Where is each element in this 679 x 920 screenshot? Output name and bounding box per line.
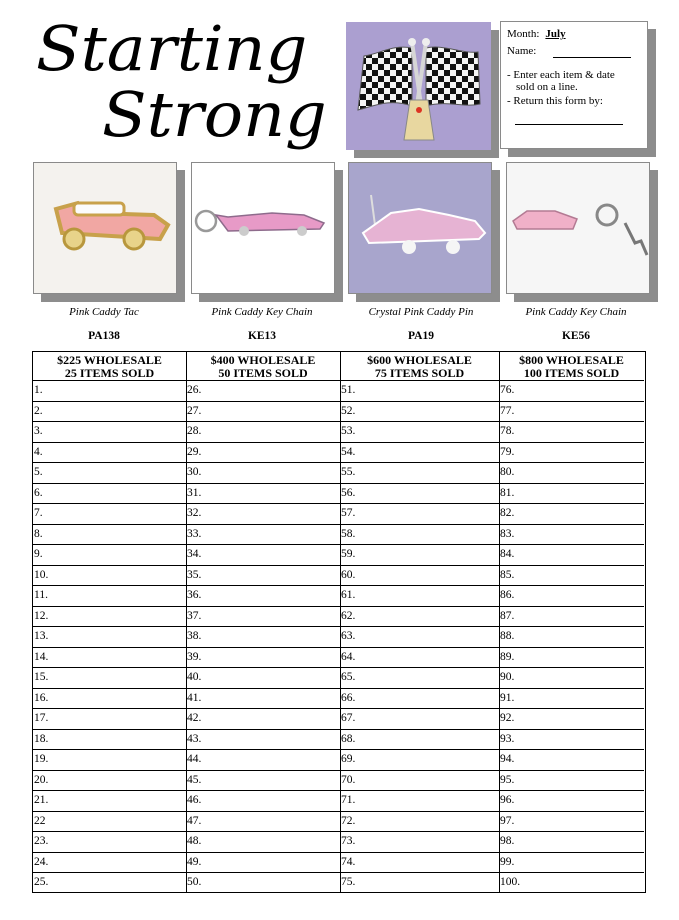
line-number: 92. — [500, 712, 515, 725]
line-number: 85. — [500, 568, 515, 581]
product-code-3: PA19 — [408, 330, 434, 342]
entry-line[interactable] — [186, 627, 340, 648]
entry-line[interactable] — [33, 402, 186, 423]
product-code-4: KE56 — [561, 330, 591, 342]
line-number: 69. — [341, 753, 356, 766]
product-code-1: PA138 — [88, 330, 120, 342]
title-line-2: Strong — [102, 78, 327, 151]
line-number: 32. — [187, 507, 202, 520]
entry-line[interactable] — [33, 504, 186, 525]
entry-line[interactable] — [33, 381, 186, 402]
line-number: 13. — [34, 630, 49, 643]
pink-car-keychain-2-icon — [507, 163, 649, 293]
line-number: 30. — [187, 466, 202, 479]
line-number: 31. — [187, 486, 202, 499]
product-name-4: Pink Caddy Key Chain — [525, 306, 627, 318]
entry-line[interactable] — [499, 381, 644, 402]
page-title — [36, 12, 336, 152]
line-number: 91. — [500, 691, 515, 704]
line-number: 71. — [341, 794, 356, 807]
line-number: 63. — [341, 630, 356, 643]
entry-line[interactable] — [186, 484, 340, 505]
line-number: 68. — [341, 732, 356, 745]
line-number: 38. — [187, 630, 202, 643]
crystal-car-pin-icon — [349, 163, 491, 293]
sales-log-table — [32, 351, 646, 893]
line-number: 52. — [341, 404, 356, 417]
entry-line[interactable] — [33, 586, 186, 607]
line-number: 96. — [500, 794, 515, 807]
entry-line[interactable] — [33, 463, 186, 484]
line-number: 21. — [34, 794, 49, 807]
entry-line[interactable] — [33, 566, 186, 587]
line-number: 3. — [34, 425, 43, 438]
line-number: 80. — [500, 466, 515, 479]
entry-line[interactable] — [340, 463, 499, 484]
entry-line[interactable] — [33, 709, 186, 730]
line-number: 61. — [341, 589, 356, 602]
line-number: 46. — [187, 794, 202, 807]
line-number: 77. — [500, 404, 515, 417]
entry-line[interactable] — [33, 791, 186, 812]
entry-line[interactable] — [186, 422, 340, 443]
line-number: 29. — [187, 445, 202, 458]
entry-line[interactable] — [186, 689, 340, 710]
entry-line[interactable] — [186, 463, 340, 484]
line-number: 97. — [500, 814, 515, 827]
entry-line[interactable] — [33, 730, 186, 751]
tier-price: $400 WHOLESALE — [210, 353, 316, 367]
tier-price: $225 WHOLESALE — [57, 353, 162, 367]
line-number: 67. — [341, 712, 356, 725]
entry-line[interactable] — [186, 504, 340, 525]
entry-line[interactable] — [33, 525, 186, 546]
entry-line[interactable] — [340, 566, 499, 587]
entry-line[interactable] — [33, 668, 186, 689]
entry-line[interactable] — [499, 873, 644, 894]
line-number: 39. — [187, 650, 202, 663]
entry-line[interactable] — [186, 443, 340, 464]
product-name-3: Crystal Pink Caddy Pin — [368, 306, 474, 318]
entry-line[interactable] — [340, 627, 499, 648]
entry-line[interactable] — [499, 648, 644, 669]
line-number: 7. — [34, 507, 43, 520]
entry-line[interactable] — [499, 709, 644, 730]
line-number: 36. — [187, 589, 202, 602]
column-divider — [499, 352, 500, 892]
entry-line[interactable] — [33, 443, 186, 464]
line-number: 81. — [500, 486, 515, 499]
line-number: 11. — [34, 589, 48, 602]
line-number: 89. — [500, 650, 515, 663]
entry-line[interactable] — [186, 853, 340, 874]
product-name-1: Pink Caddy Tac — [69, 306, 139, 318]
product-name-2: Pink Caddy Key Chain — [211, 306, 313, 318]
entry-line[interactable] — [340, 689, 499, 710]
line-number: 37. — [187, 609, 202, 622]
tier-header — [186, 352, 340, 381]
line-number: 98. — [500, 835, 515, 848]
line-number: 40. — [187, 671, 202, 684]
entry-line[interactable] — [499, 791, 644, 812]
line-number: 20. — [34, 773, 49, 786]
line-number: 25. — [34, 876, 49, 889]
entry-line[interactable] — [33, 812, 186, 833]
entry-line[interactable] — [186, 668, 340, 689]
line-number: 2. — [34, 404, 43, 417]
line-number: 49. — [187, 855, 202, 868]
line-number: 82. — [500, 507, 515, 520]
order-info-box — [500, 21, 648, 149]
entry-line[interactable] — [499, 832, 644, 853]
entry-line[interactable] — [33, 627, 186, 648]
tier-header — [340, 352, 499, 381]
line-number: 35. — [187, 568, 202, 581]
entry-line[interactable] — [186, 402, 340, 423]
entry-line[interactable] — [340, 504, 499, 525]
entry-line[interactable] — [33, 832, 186, 853]
entry-line[interactable] — [33, 422, 186, 443]
entry-line[interactable] — [340, 873, 499, 894]
entry-line[interactable] — [186, 750, 340, 771]
entry-line[interactable] — [33, 545, 186, 566]
entry-line[interactable] — [499, 402, 644, 423]
line-number: 75. — [341, 876, 356, 889]
entry-line[interactable] — [186, 771, 340, 792]
line-number: 70. — [341, 773, 356, 786]
line-number: 41. — [187, 691, 202, 704]
entry-line[interactable] — [33, 750, 186, 771]
instruction-return: - Return this form by: — [507, 95, 603, 107]
title-line-1: Starting — [36, 12, 308, 85]
line-number: 50. — [187, 876, 202, 889]
entry-line[interactable] — [186, 525, 340, 546]
tier-header — [33, 352, 186, 381]
product-image-ke13 — [191, 162, 335, 294]
entry-line[interactable] — [340, 709, 499, 730]
month-label: Month: — [507, 28, 540, 40]
entry-line[interactable] — [340, 484, 499, 505]
line-number: 48. — [187, 835, 202, 848]
entry-line[interactable] — [499, 853, 644, 874]
line-number: 1. — [34, 384, 43, 396]
entry-line[interactable] — [340, 812, 499, 833]
entry-line[interactable] — [186, 730, 340, 751]
line-number: 86. — [500, 589, 515, 602]
entry-line[interactable] — [499, 443, 644, 464]
tier-header — [499, 352, 644, 381]
line-number: 6. — [34, 486, 43, 499]
entry-line[interactable] — [33, 484, 186, 505]
line-number: 59. — [341, 548, 356, 561]
pink-car-keychain-icon — [192, 163, 334, 293]
entry-line[interactable] — [33, 648, 186, 669]
line-number: 54. — [341, 445, 356, 458]
line-number: 12. — [34, 609, 49, 622]
line-number: 83. — [500, 527, 515, 540]
entry-line[interactable] — [340, 648, 499, 669]
entry-line[interactable] — [340, 422, 499, 443]
product-image-ke56 — [506, 162, 650, 294]
line-number: 4. — [34, 445, 43, 458]
line-number: 93. — [500, 732, 515, 745]
product-image-pa19 — [348, 162, 492, 294]
entry-line[interactable] — [186, 648, 340, 669]
tier-column-2 — [186, 352, 340, 892]
entry-line[interactable] — [499, 504, 644, 525]
line-number: 73. — [341, 835, 356, 848]
entry-line[interactable] — [33, 873, 186, 894]
entry-line[interactable] — [499, 689, 644, 710]
entry-line[interactable] — [499, 422, 644, 443]
line-number: 60. — [341, 568, 356, 581]
line-number: 47. — [187, 814, 202, 827]
line-number: 100. — [500, 876, 521, 889]
line-number: 84. — [500, 548, 515, 561]
entry-line[interactable] — [340, 381, 499, 402]
line-number: 42. — [187, 712, 202, 725]
line-number: 34. — [187, 548, 202, 561]
return-date-field[interactable] — [515, 124, 623, 125]
line-number: 66. — [341, 691, 356, 704]
entry-line[interactable] — [340, 771, 499, 792]
entry-line[interactable] — [186, 607, 340, 628]
line-number: 64. — [341, 650, 356, 663]
entry-line[interactable] — [340, 607, 499, 628]
pink-car-tac-icon — [34, 163, 176, 293]
line-number: 76. — [500, 384, 515, 396]
line-number: 27. — [187, 404, 202, 417]
entry-line[interactable] — [33, 607, 186, 628]
line-number: 16. — [34, 691, 49, 704]
product-image-pa138 — [33, 162, 177, 294]
entry-line[interactable] — [340, 750, 499, 771]
line-number: 15. — [34, 671, 49, 684]
line-number: 72. — [341, 814, 356, 827]
checkered-flags-image — [346, 22, 491, 150]
entry-line[interactable] — [499, 730, 644, 751]
tier-column-4 — [499, 352, 644, 892]
line-number: 23. — [34, 835, 49, 848]
line-number: 58. — [341, 527, 356, 540]
tier-items: 100 ITEMS SOLD — [523, 366, 620, 380]
line-number: 22 — [34, 814, 46, 827]
entry-line[interactable] — [499, 525, 644, 546]
line-number: 53. — [341, 425, 356, 438]
tier-column-1 — [33, 352, 186, 892]
entry-line[interactable] — [499, 607, 644, 628]
line-number: 79. — [500, 445, 515, 458]
entry-line[interactable] — [340, 545, 499, 566]
line-number: 55. — [341, 466, 356, 479]
column-divider — [340, 352, 341, 892]
entry-line[interactable] — [186, 566, 340, 587]
line-number: 65. — [341, 671, 356, 684]
line-number: 88. — [500, 630, 515, 643]
instruction-enter: - Enter each item & date sold on a line. — [507, 69, 615, 93]
entry-line[interactable] — [499, 627, 644, 648]
line-number: 45. — [187, 773, 202, 786]
entry-line[interactable] — [499, 463, 644, 484]
entry-line[interactable] — [340, 832, 499, 853]
entry-line[interactable] — [186, 791, 340, 812]
entry-line[interactable] — [186, 709, 340, 730]
line-number: 95. — [500, 773, 515, 786]
line-number: 57. — [341, 507, 356, 520]
line-number: 28. — [187, 425, 202, 438]
entry-line[interactable] — [499, 484, 644, 505]
product-code-2: KE13 — [247, 330, 277, 342]
line-number: 99. — [500, 855, 515, 868]
line-number: 9. — [34, 548, 43, 561]
line-number: 33. — [187, 527, 202, 540]
line-number: 56. — [341, 486, 356, 499]
entry-line[interactable] — [499, 812, 644, 833]
line-number: 26. — [187, 384, 202, 396]
month-row — [507, 28, 566, 40]
tier-items: 75 ITEMS SOLD — [374, 366, 465, 380]
line-number: 43. — [187, 732, 202, 745]
entry-line[interactable] — [186, 873, 340, 894]
entry-line[interactable] — [340, 586, 499, 607]
entry-line[interactable] — [340, 791, 499, 812]
checkered-flags-icon — [346, 22, 491, 150]
entry-line[interactable] — [499, 586, 644, 607]
entry-line[interactable] — [186, 545, 340, 566]
line-number: 8. — [34, 527, 43, 540]
entry-line[interactable] — [499, 668, 644, 689]
entry-line[interactable] — [186, 381, 340, 402]
line-number: 5. — [34, 466, 43, 479]
entry-line[interactable] — [186, 812, 340, 833]
line-number: 19. — [34, 753, 49, 766]
line-number: 78. — [500, 425, 515, 438]
name-row — [507, 45, 631, 58]
line-number: 94. — [500, 753, 515, 766]
line-number: 90. — [500, 671, 515, 684]
entry-line[interactable] — [33, 853, 186, 874]
entry-line[interactable] — [340, 853, 499, 874]
entry-line[interactable] — [499, 545, 644, 566]
line-number: 62. — [341, 609, 356, 622]
entry-line[interactable] — [499, 750, 644, 771]
line-number: 51. — [341, 384, 356, 396]
entry-line[interactable] — [499, 566, 644, 587]
entry-line[interactable] — [33, 689, 186, 710]
name-field[interactable] — [553, 45, 631, 58]
tier-price: $800 WHOLESALE — [519, 353, 624, 367]
line-number: 87. — [500, 609, 515, 622]
tier-column-3 — [340, 352, 499, 892]
entry-line[interactable] — [340, 443, 499, 464]
line-number: 17. — [34, 712, 49, 725]
entry-line[interactable] — [186, 586, 340, 607]
entry-line[interactable] — [340, 730, 499, 751]
entry-line[interactable] — [499, 771, 644, 792]
tier-items: 50 ITEMS SOLD — [218, 366, 308, 380]
tier-price: $600 WHOLESALE — [367, 353, 472, 367]
entry-line[interactable] — [33, 771, 186, 792]
line-number: 10. — [34, 568, 49, 581]
entry-line[interactable] — [340, 402, 499, 423]
line-number: 74. — [341, 855, 356, 868]
line-number: 18. — [34, 732, 49, 745]
line-number: 44. — [187, 753, 202, 766]
entry-line[interactable] — [340, 668, 499, 689]
entry-line[interactable] — [186, 832, 340, 853]
entry-line[interactable] — [340, 525, 499, 546]
line-number: 14. — [34, 650, 49, 663]
tier-items: 25 ITEMS SOLD — [64, 366, 155, 380]
line-number: 24. — [34, 855, 49, 868]
month-value[interactable]: July — [545, 28, 566, 40]
column-divider — [186, 352, 187, 892]
name-label: Name: — [507, 45, 537, 57]
